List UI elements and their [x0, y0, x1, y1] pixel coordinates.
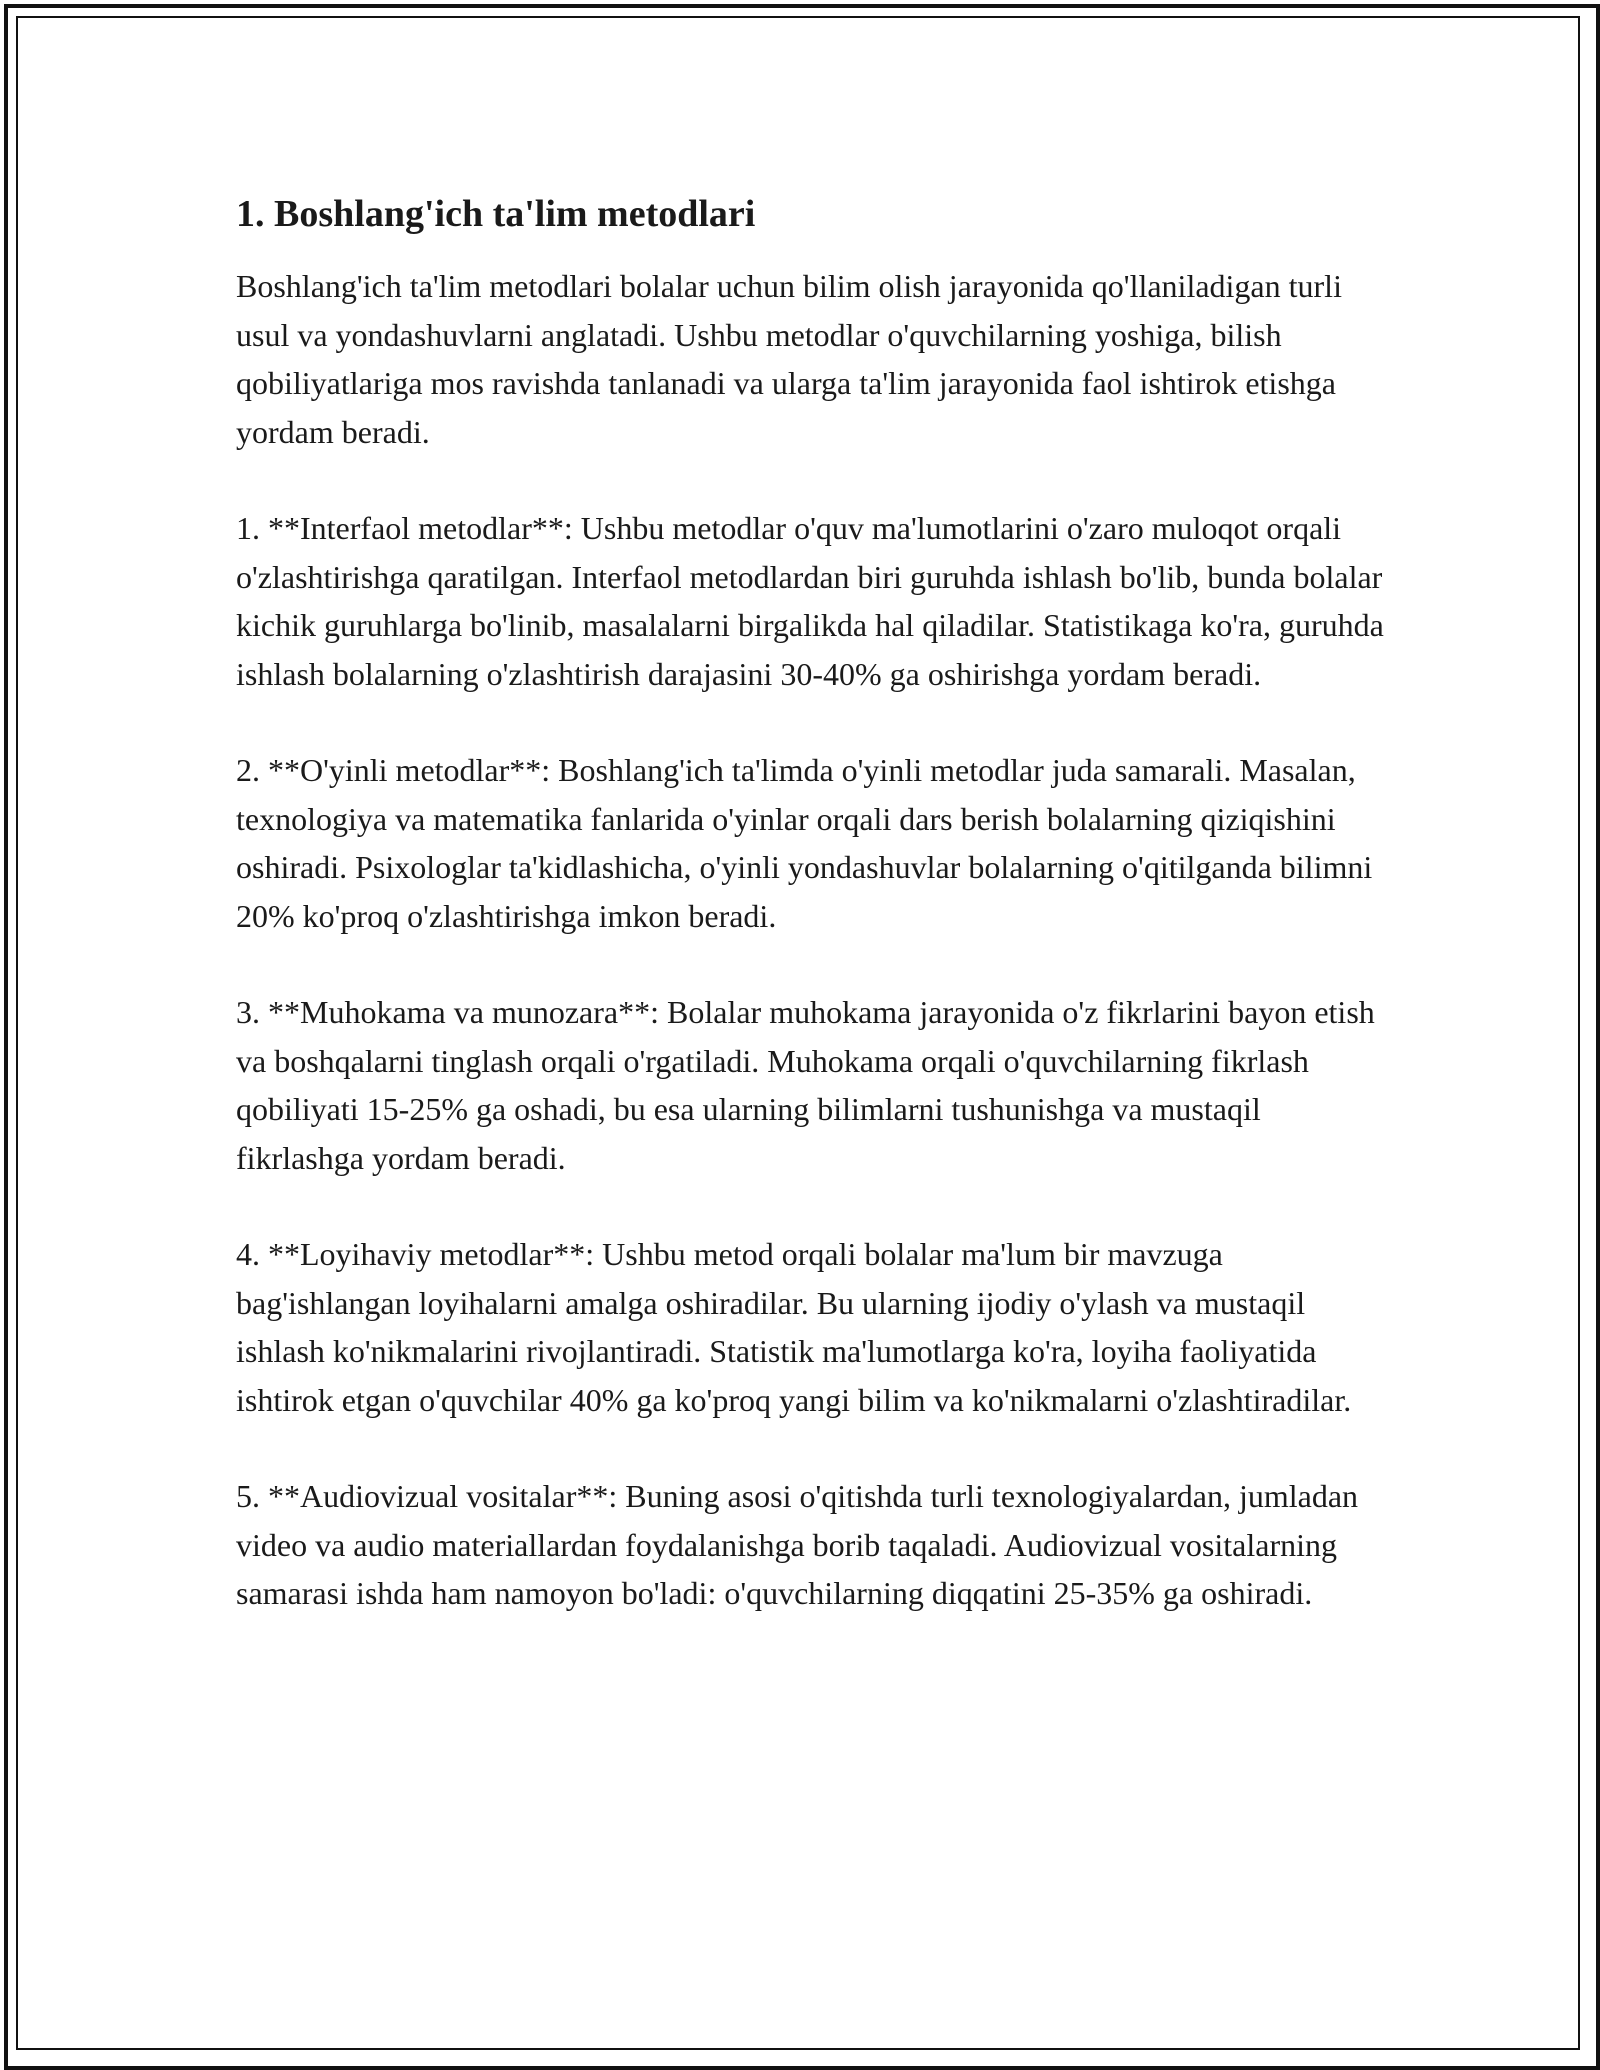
paragraph-project-methods: 4. **Loyihaviy metodlar**: Ushbu metod orqali bolalar ma'lum bir mavzuga bag'ishlangan loyihalarni amalga oshiradilar. Bu ularning ijodiy o'ylash va mustaqil ishlash ko'nikmalarini rivojlantiradi. Statistik ma'lumotlarga ko'ra, loyiha faoliyatida ishtirok etgan o'quvchilar 40% ga ko'proq yangi bilim va ko'nikmalarni o'zlashtiradilar. — [236, 1236, 1352, 1418]
document-title: 1. Boshlang'ich ta'lim metodlari — [236, 193, 756, 235]
paragraph-audiovisual: 5. **Audiovizual vositalar**: Buning asosi o'qitishda turli texnologiyalardan, jumladan video va audio materiallardan foydalanishga borib taqaladi. Audiovizual vositalarning samarasi ishda ham namoyon bo'ladi: o'quvchilarning diqqatini 25-35% ga oshiradi. — [236, 1478, 1359, 1611]
paragraph-discussion: 3. **Muhokama va munozara**: Bolalar muhokama jarayonida o'z fikrlarini bayon etish va boshqalarni tinglash orqali o'rgatiladi. Muhokama orqali o'quvchilarning fikrlash qobiliyati 15-25% ga oshadi, bu esa ularning bilimlarni tushunishga va mustaqil fikrlashga yordam beradi. — [236, 994, 1375, 1176]
paragraph-game-methods: 2. **O'yinli metodlar**: Boshlang'ich ta'limda o'yinli metodlar juda samarali. Masalan, texnologiya va matematika fanlarida o'yinlar orqali dars berish bolalarning qiziqishini oshiradi. Psixologlar ta'kidlashicha, o'yinli yondashuvlar bolalarning o'qitilganda bilimni 20% ko'proq o'zlashtirishga imkon beradi. — [236, 752, 1373, 934]
document-body — [236, 186, 1386, 1618]
intro-paragraph: Boshlang'ich ta'lim metodlari bolalar uchun bilim olish jarayonida qo'llaniladigan turli usul va yondashuvlarni anglatadi. Ushbu metodlar o'quvchilarning yoshiga, bilish qobiliyatlariga mos ravishda tanlanadi va ularga ta'lim jarayonida faol ishtirok etishga yordam beradi. — [236, 268, 1342, 450]
paragraph-interactive-methods: 1. **Interfaol metodlar**: Ushbu metodlar o'quv ma'lumotlarini o'zaro muloqot orqali o'zlashtirishga qaratilgan. Interfaol metodlardan biri guruhda ishlash bo'lib, bunda bolalar kichik guruhlarga bo'linib, masalalarni birgalikda hal qiladilar. Statistikaga ko'ra, guruhda ishlash bolalarning o'zlashtirish darajasini 30-40% ga oshirishga yordam beradi. — [236, 510, 1384, 692]
